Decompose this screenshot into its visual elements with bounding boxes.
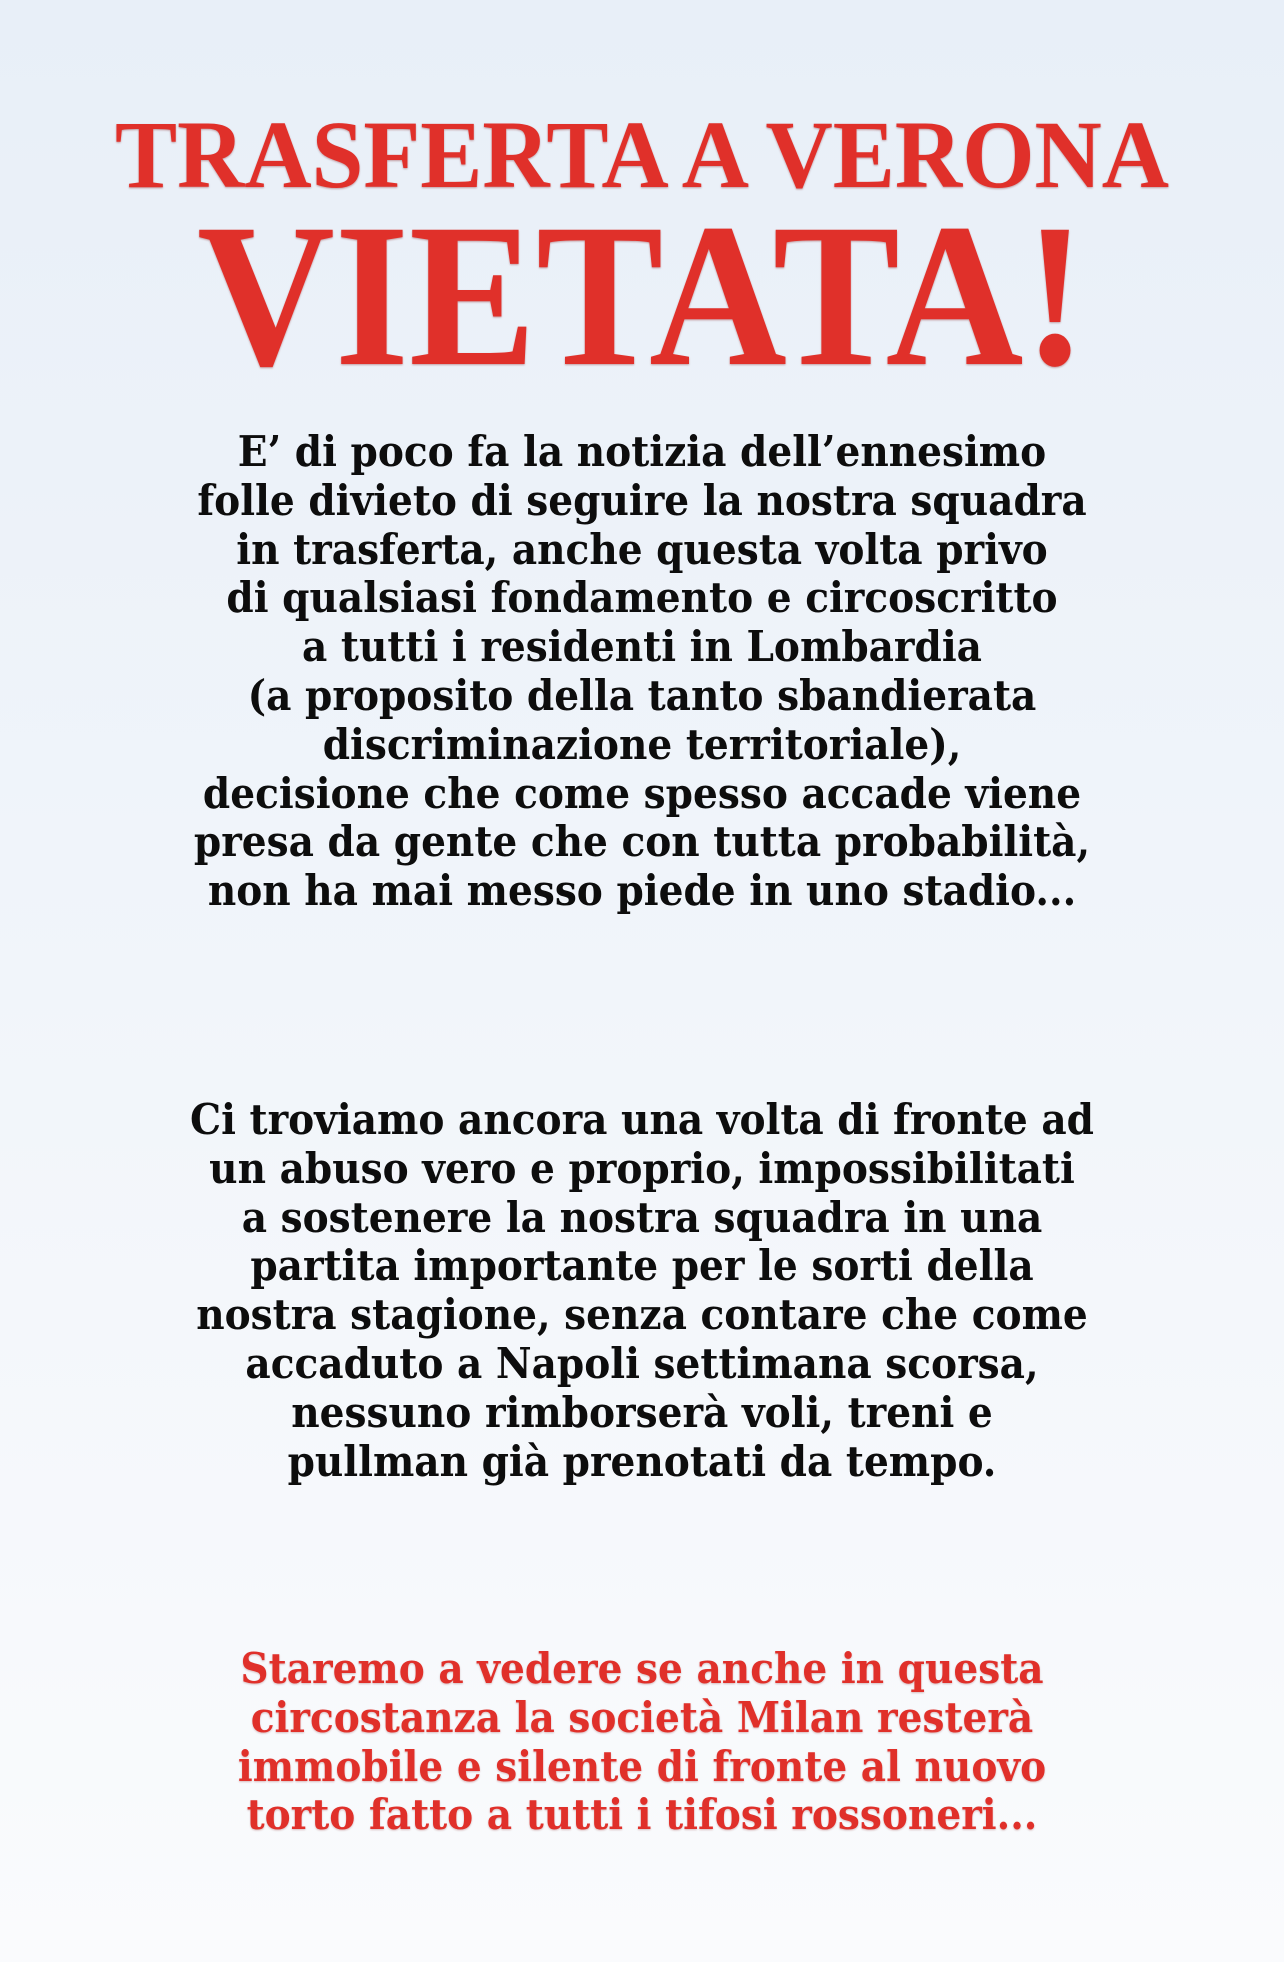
text-line: nostra stagione, senza contare che come (196, 1290, 1088, 1340)
text-line: in trasferta, anche questa volta privo (236, 524, 1048, 574)
text-line: Staremo a vedere se anche in questa (240, 1644, 1044, 1693)
text-line: immobile e silente di fronte al nuovo (237, 1741, 1047, 1791)
text-line: non ha mai messo piede in uno stadio... (207, 866, 1077, 916)
text-line: accaduto a Napoli settimana scorsa, (245, 1338, 1039, 1388)
text-line: decisione che come spesso accade viene (202, 768, 1082, 818)
paragraph-closing-red (0, 1645, 1284, 1840)
headline-line-2: VIETATA! (197, 182, 1087, 409)
text-line: E’ di poco fa la notizia dell’ennesimo (237, 427, 1047, 476)
text-line: a tutti i residenti in Lombardia (302, 622, 982, 672)
paragraph-announcement (0, 428, 1284, 916)
paragraph-abuse (0, 1096, 1284, 1486)
text-line: (a proposito della tanto sbandierata (247, 670, 1037, 720)
text-line: torto fatto a tutti i tifosi rossoneri... (246, 1790, 1038, 1840)
text-line: nessuno rimborserà voli, treni e (291, 1387, 993, 1437)
text-line: partita importante per le sorti della (250, 1241, 1034, 1291)
text-line: di qualsiasi fondamento e circoscritto (226, 573, 1058, 623)
text-line: circostanza la società Milan resterà (250, 1692, 1034, 1742)
text-line: discriminazione territoriale), (322, 719, 962, 769)
text-line: folle divieto di seguire la nostra squadra (197, 475, 1087, 525)
text-line: Ci troviamo ancora una volta di fronte ad (190, 1095, 1094, 1144)
text-line: presa da gente che con tutta probabilità, (193, 817, 1091, 867)
text-line: pullman già prenotati da tempo. (287, 1436, 997, 1486)
text-line: a sostenere la nostra squadra in una (241, 1192, 1043, 1242)
headline-line-1: TRASFERTA A VERONA (114, 101, 1170, 208)
text-line: un abuso vero e proprio, impossibilitati (209, 1143, 1075, 1193)
